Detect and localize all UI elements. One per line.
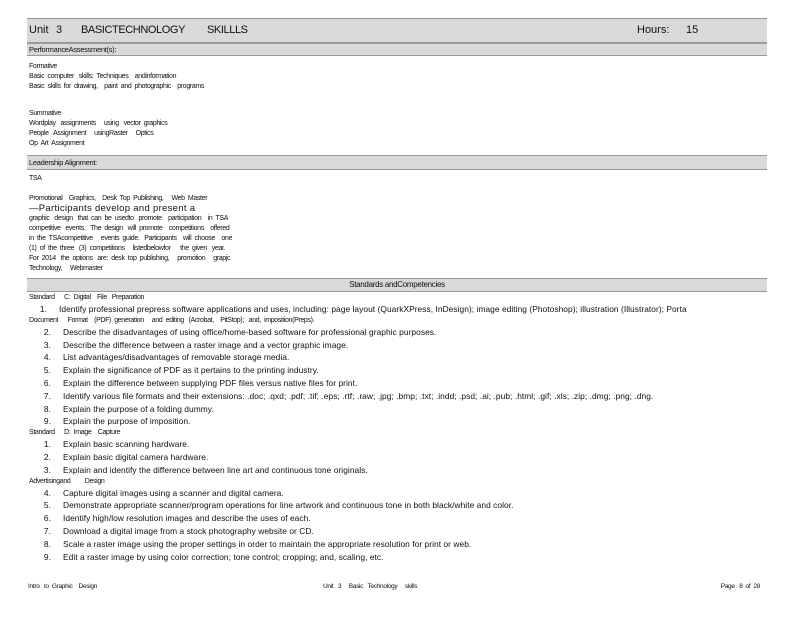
standard-label: Advertisingand Design (29, 477, 105, 485)
hours-value: 15 (686, 24, 699, 36)
standard-label: Standard C: Digital File Preparation (29, 294, 145, 301)
competency-item: 6. Identify high/low resolution images and describe the uses of each. (43, 513, 311, 524)
competency-item: 3. Explain and identify the difference between line art and continuous tone originals. (43, 464, 368, 475)
competency-item: 5. Demonstrate appropriate scanner/program operations for line artwork and continuous tone in both black/white and color. (43, 500, 514, 511)
performance-section (27, 56, 767, 149)
leadership-line: graphic design that can be usedto promote participation in TSA (29, 215, 229, 222)
competency-item: 1. Explain basic scanning hardware. (43, 439, 190, 450)
competency-item: 8. Scale a raster image using the proper settings in order to maintain the appropriate resolution for print or web. (43, 538, 472, 549)
summative-label: Summative (29, 110, 61, 117)
leadership-section (27, 170, 767, 274)
competency-item: 9. Explain the purpose of imposition. (43, 416, 191, 427)
competency-item: 1. Identify professional prepress software applications and uses, including: page layout (QuarkXPress, InDesign); image editing (Photoshop); illustration (Illustrator); Porta (39, 304, 687, 314)
leadership-line: in the TSAcompetitive events guide. Participants will choose one (29, 235, 232, 242)
summative-line: Wordplay assignments using vector graphics (29, 120, 168, 127)
summative-line: Op Art Assignment (29, 140, 85, 147)
footer-course: Intro to Graphic Design (28, 583, 97, 590)
leadership-line: For 2014 the options are: desk top publishing, promotion grapjc (29, 255, 231, 262)
competency-item: 7. Download a digital image from a stock photography website or CD. (43, 525, 314, 536)
formative-line: Basic computer skills: Techniques andinformation (29, 73, 177, 80)
unit-number: 3 (56, 24, 63, 36)
leadership-line: competitive events. The design will promote competitions offered (29, 225, 230, 232)
leadership-line: Technology, Webmaster (29, 265, 103, 272)
competency-item: 4. Capture digital images using a scanner and digital camera. (43, 487, 284, 498)
leadership-lead-line: —Participants develop and present a (29, 203, 196, 214)
competency-item-cont: Document Format (PDF) generation and editing (Acrobat, PitStop); and, imposition(Preps). (29, 316, 315, 324)
formative-label: Formative (29, 63, 57, 70)
competency-item: 2. Describe the disadvantages of using office/home-based software for professional graphic purposes. (43, 326, 437, 337)
hours-label: Hours: (637, 24, 670, 36)
competency-item: 7. Identify various file formats and their extensions: .doc; .qxd; .pdf; .tif; .eps; .rtf; .raw; .jpg; .bmp; .txt; .indd; .psd; .ai; .pub; .html; .gif; .xls; .zip; .dmg; .png; .dng. (43, 390, 654, 401)
standard-label: Standard D: Image Capture (29, 429, 121, 437)
unit-title: BASICTECHNOLOGY (81, 24, 186, 36)
competency-item: 2. Explain basic digital camera hardware. (43, 451, 209, 462)
competency-item: 9. Edit a raster image by using color correction; tone control; cropping; and, scaling, etc. (43, 551, 384, 562)
competency-item: 4. List advantages/disadvantages of removable storage media. (43, 352, 290, 363)
unit-skills: SKILLLS (207, 24, 248, 36)
leadership-line: (1) of the three (3) competitions listedbelowfor the given year. (29, 245, 226, 252)
performance-heading: PerformanceAssessment(s): (27, 43, 767, 56)
leadership-heading: Leadership Alignment: (27, 155, 767, 170)
summative-line: People Assignment usingRaster Optics (29, 130, 154, 137)
formative-line: Basic skills for drawing, paint and photographic programs (29, 83, 205, 90)
footer-page-number: Page 8 of 28 (720, 583, 760, 590)
competency-item: 6. Explain the difference between supplying PDF files versus native files for print. (43, 377, 358, 388)
unit-header-band (27, 18, 767, 43)
standards-section (27, 292, 767, 563)
footer-unit: Unit 3 Basic Technology skills (323, 583, 418, 590)
leadership-org: TSA (29, 175, 42, 182)
competency-item: 8. Explain the purpose of a folding dummy. (43, 403, 214, 414)
document-page (27, 18, 767, 563)
unit-label: Unit (29, 24, 49, 36)
competency-item: 5. Explain the significance of PDF as it pertains to the printing industry. (43, 365, 319, 376)
standards-heading: Standards andCompetencies (27, 278, 767, 292)
competency-item: 3. Describe the difference between a raster image and a vector graphic image. (43, 339, 349, 350)
leadership-line: Promotional Graphics, Desk Top Publishing, Web Master (29, 195, 208, 202)
